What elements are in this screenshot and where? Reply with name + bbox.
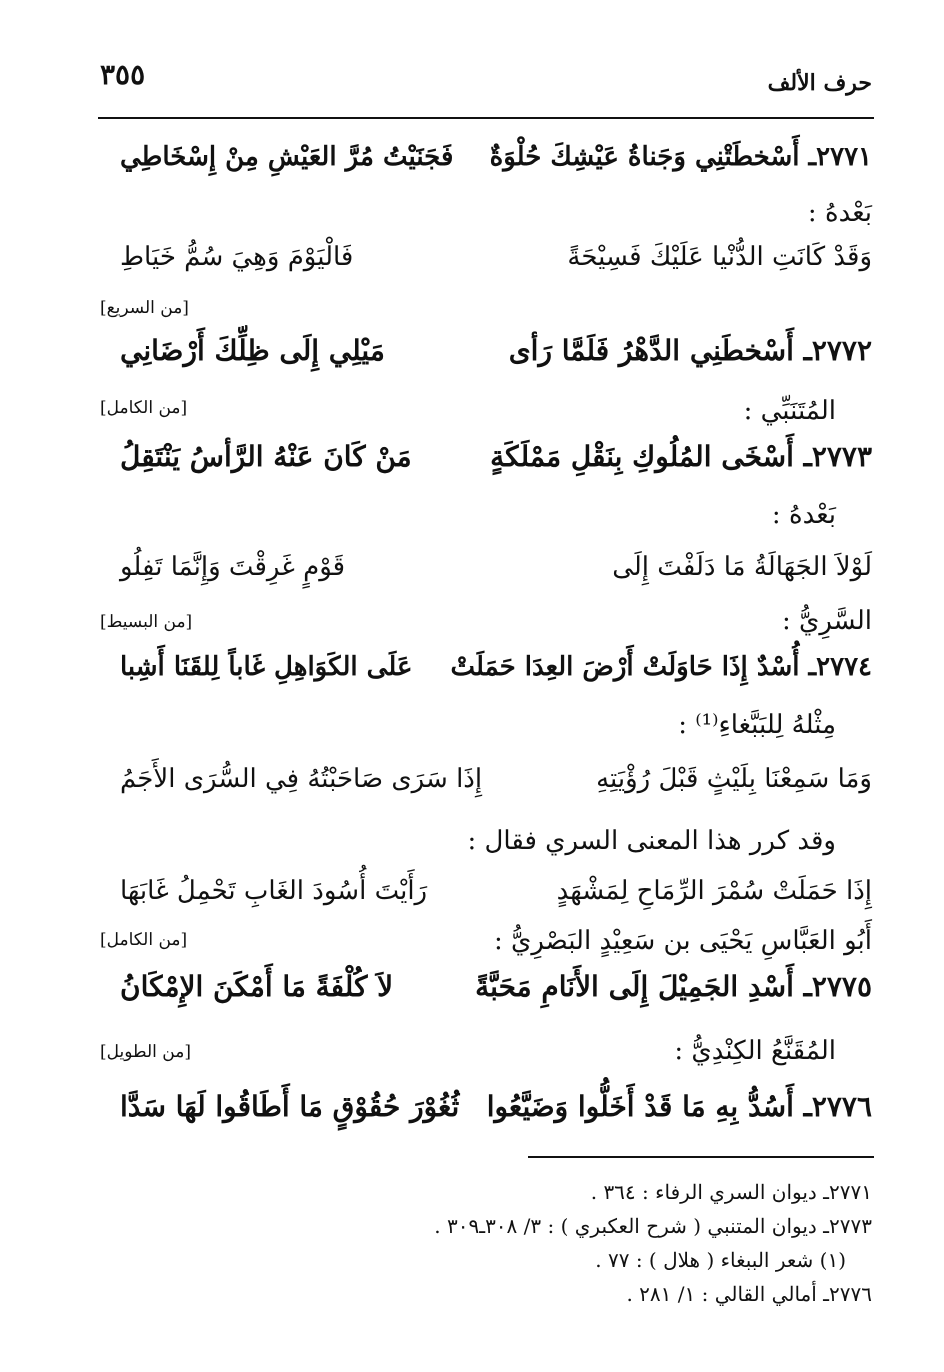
transition-line: مِثْلهُ لِلبَبَّغاءِ⁽¹⁾ :	[678, 710, 836, 740]
footnote: ٢٧٧١ـ ديوان السري الرفاء : ٣٦٤ .	[590, 1180, 872, 1204]
verse-hemistich-first: ٢٧٧٢ـ أَسْخطَنِي الدَّهْرُ فَلَمَّا رَأى	[508, 334, 872, 367]
footnote: ٢٧٧٦ـ أمالي القالي : ١/ ٢٨١ .	[626, 1282, 872, 1306]
verse-hemistich-second: إِذَا سَرَى صَاحَبْتُهُ فِي السُّرَى الأَجَمُ	[120, 764, 483, 794]
verse-hemistich-second: رَأَيْتَ أُسُودَ الغَابِ تَحْمِلُ غَابَهَا	[120, 876, 428, 906]
transition-line: بَعْدهُ :	[807, 198, 872, 228]
poet-attribution: المُتَنَبِّي :	[743, 396, 836, 426]
poet-attribution: أَبُو العَبَّاسِ يَحْيَى بن سَعِيْدٍ البَصْرِيُّ :	[493, 926, 872, 956]
poet-attribution: السَّرِيُّ :	[781, 606, 872, 636]
footnote: (١) شعر الببغاء ( هلال ) : ٧٧ .	[595, 1248, 846, 1272]
verse-hemistich-second: قَوْمٍ غَرِقْتَ وَإِنَّمَا تَفِلُو	[120, 552, 346, 582]
verse-hemistich-first: ٢٧٧٣ـ أَسْخَى المُلُوكِ بِنَقْلِ مَمْلَكَةٍ	[490, 440, 872, 473]
verse-hemistich-first: إِذَا حَمَلَتْ سُمْرَ الرِّمَاحِ لِمَشْهَدٍ	[556, 876, 872, 906]
verse-2772	[120, 334, 872, 382]
chapter-title: حرف الألف	[767, 70, 872, 96]
verse-hemistich-second: ثُغُوْرَ حُقُوْقٍ مَا أَطَاقُوا لَهَا سَدَّا	[120, 1090, 460, 1123]
meter-label: [من الطويل]	[100, 1042, 191, 1062]
verse-hemistich-second: مَنْ كَانَ عَنْهُ الرَّأسُ يَنْتَقِلُ	[120, 440, 412, 473]
verse-hemistich-first: ٢٧٧٤ـ أُسْدٌ إِذَا حَاوَلَتْ أَرْضَ العِدَا حَمَلَتْ	[450, 652, 872, 682]
verse-hemistich-first: ٢٧٧٥ـ أَسْدِ الجَمِيْلَ إِلَى الأَنَامِ مَحَبَّةً	[475, 970, 872, 1003]
verse-hemistich-second: لاَ كُلْفَةً مَا أَمْكَنَ الإِمْكَانُ	[120, 970, 394, 1003]
meter-label: [من السريع]	[100, 298, 189, 318]
meter-label: [من الكامل]	[100, 930, 188, 950]
footnote: ٢٧٧٣ـ ديوان المتنبي ( شرح العكبري ) : ٣/ ٣٠٨ـ٣٠٩ .	[434, 1214, 872, 1238]
verse-2774-c	[120, 876, 872, 924]
verse-2771	[120, 142, 872, 190]
verse-hemistich-first: وَقَدْ كَانَتِ الدُّنْيا عَلَيْكَ فَسِيْحَةً	[567, 242, 872, 272]
meter-label: [من البسيط]	[100, 612, 193, 632]
verse-hemistich-first: ٢٧٧٦ـ أَسُدُّ بِهِ مَا قَدْ أَخَلُّوا وَضَيَّعُوا	[486, 1090, 872, 1123]
verse-hemistich-first: ٢٧٧١ـ أَسْخطَتْنِي وَجَناةُ عَيْشِكَ حُلْوَةٌ	[489, 142, 872, 172]
header-rule	[98, 117, 874, 119]
verse-hemistich-second: مَيْلِي إِلَى ظِلِّكَ أَرْضَانِي	[120, 334, 385, 367]
verse-2773	[120, 440, 872, 488]
commentary-line: وقد كرر هذا المعنى السري فقال :	[467, 826, 836, 856]
verse-2771-b	[120, 242, 872, 290]
verse-hemistich-second: فَجَنَيْتُ مُرَّ العَيْشِ مِنْ إِسْخَاطِي	[120, 142, 454, 172]
verse-hemistich-second: فَالْيَوْمَ وَهِيَ سُمُّ خَيَاطِ	[120, 242, 354, 272]
page-number: ٣٥٥	[100, 58, 146, 91]
verse-hemistich-second: عَلَى الكَوَاهِلِ غَاباً لِلقَنَا أَشِبا	[120, 652, 413, 682]
verse-2775	[120, 970, 872, 1018]
verse-2773-b	[120, 552, 872, 600]
verse-2774-b	[120, 764, 872, 812]
poet-attribution: المُقَنَّعُ الكِنْدِيُّ :	[674, 1036, 836, 1066]
meter-label: [من الكامل]	[100, 398, 188, 418]
verse-2776	[120, 1090, 872, 1138]
footnote-rule	[528, 1156, 874, 1158]
verse-hemistich-first: وَمَا سَمِعْنَا بِلَيْثٍ قَبْلَ رُؤْيَتِهِ	[596, 764, 872, 794]
verse-2774	[120, 652, 872, 700]
verse-hemistich-first: لَوْلاَ الجَهَالَةُ مَا دَلَفْتَ إِلَى	[612, 552, 872, 582]
transition-line: بَعْدهُ :	[771, 500, 836, 530]
